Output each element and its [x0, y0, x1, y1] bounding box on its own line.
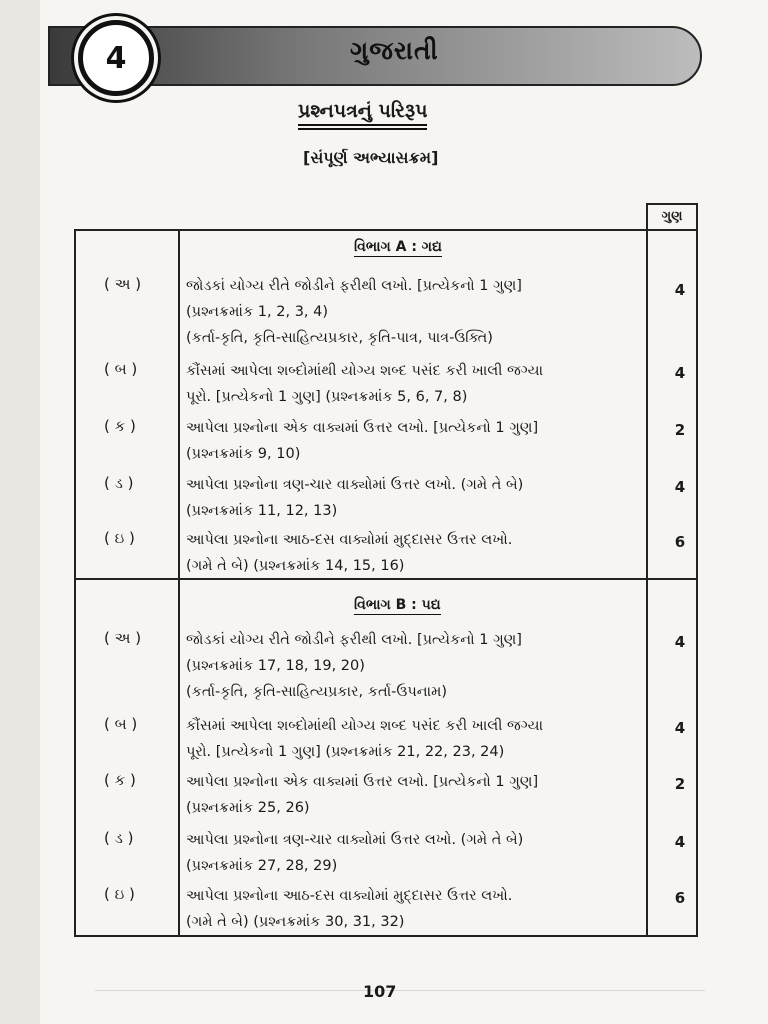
row-text-line: પૂરો. [પ્રત્યેકનો 1 ગુણ] (પ્રશ્નક્રમાંક 21, 22, 23, 24) [186, 744, 505, 760]
label-column-divider [178, 231, 180, 935]
row-text-line: (પ્રશ્નક્રમાંક 27, 28, 29) [186, 858, 338, 874]
row-marks: 4 [674, 364, 686, 382]
row-label: ( બ ) [104, 360, 138, 378]
row-label: ( ડ ) [104, 474, 134, 492]
row-text-line: (પ્રશ્નક્રમાંક 9, 10) [186, 446, 301, 462]
row-marks: 6 [674, 889, 686, 907]
marks-column-header: ગુણ [646, 203, 698, 229]
row-label: ( બ ) [104, 715, 138, 733]
page-subtitle: [સંપૂર્ણ અભ્યાસક્રમ] [303, 148, 439, 167]
row-text-line: જોડકાં યોગ્ય રીતે જોડીને ફરીથી લખો. [પ્રત્યેકનો 1 ગુણ] [186, 278, 522, 294]
page-number: 107 [363, 982, 397, 1001]
row-text-line: કૌંસમાં આપેલા શબ્દોમાંથી યોગ્ય શબ્દ પસંદ કરી ખાલી જગ્યા [186, 718, 544, 734]
section-b-heading: વિભાગ B : પદ્ય [354, 597, 441, 613]
page-title: પ્રશ્નપત્રનું પરિરૂપ [298, 100, 427, 126]
row-label: ( ક ) [104, 771, 136, 789]
section-a-heading: વિભાગ A : ગદ્ય [354, 239, 442, 255]
row-label: ( ક ) [104, 417, 136, 435]
chapter-number-badge: 4 [78, 20, 154, 96]
row-marks: 2 [674, 775, 686, 793]
row-text-line: આપેલા પ્રશ્નોના ત્રણ-ચાર વાક્યોમાં ઉત્તર લખો. (ગમે તે બે) [186, 832, 524, 848]
row-label: ( અ ) [104, 629, 142, 647]
subject-title: ગુજરાતી [350, 36, 439, 65]
row-marks: 4 [674, 633, 686, 651]
row-marks: 4 [674, 719, 686, 737]
footer-rule [95, 990, 705, 991]
row-text-line: આપેલા પ્રશ્નોના આઠ-દસ વાક્યોમાં મુદ્દાસર ઉત્તર લખો. [186, 888, 513, 904]
section-divider [76, 578, 696, 580]
row-text-line: (ગમે તે બે) (પ્રશ્નક્રમાંક 30, 31, 32) [186, 914, 405, 930]
row-text-line: (પ્રશ્નક્રમાંક 17, 18, 19, 20) [186, 658, 365, 674]
row-marks: 2 [674, 421, 686, 439]
row-text-line: (પ્રશ્નક્રમાંક 1, 2, 3, 4) [186, 304, 329, 320]
row-text-line: (ગમે તે બે) (પ્રશ્નક્રમાંક 14, 15, 16) [186, 558, 405, 574]
row-text-line: આપેલા પ્રશ્નોના એક વાક્યમાં ઉત્તર લખો. [પ્રત્યેકનો 1 ગુણ] [186, 774, 539, 790]
row-label: ( ઇ ) [104, 529, 135, 547]
row-marks: 6 [674, 533, 686, 551]
row-marks: 4 [674, 478, 686, 496]
row-marks: 4 [674, 281, 686, 299]
row-label: ( અ ) [104, 275, 142, 293]
row-text-line: આપેલા પ્રશ્નોના એક વાક્યમાં ઉત્તર લખો. [પ્રત્યેકનો 1 ગુણ] [186, 420, 539, 436]
row-text-line: (કર્તા-કૃતિ, કૃતિ-સાહિત્યપ્રકાર, કૃતિ-પાત્ર, પાત્ર-ઉક્તિ) [186, 330, 493, 346]
row-marks: 4 [674, 833, 686, 851]
row-text-line: જોડકાં યોગ્ય રીતે જોડીને ફરીથી લખો. [પ્રત્યેકનો 1 ગુણ] [186, 632, 522, 648]
row-text-line: આપેલા પ્રશ્નોના ત્રણ-ચાર વાક્યોમાં ઉત્તર લખો. (ગમે તે બે) [186, 477, 524, 493]
row-text-line: આપેલા પ્રશ્નોના આઠ-દસ વાક્યોમાં મુદ્દાસર ઉત્તર લખો. [186, 532, 513, 548]
row-text-line: પૂરો. [પ્રત્યેકનો 1 ગુણ] (પ્રશ્નક્રમાંક 5, 6, 7, 8) [186, 389, 468, 405]
row-text-line: કૌંસમાં આપેલા શબ્દોમાંથી યોગ્ય શબ્દ પસંદ કરી ખાલી જગ્યા [186, 363, 544, 379]
row-text-line: (પ્રશ્નક્રમાંક 11, 12, 13) [186, 503, 338, 519]
question-paper-table [74, 229, 698, 937]
row-text-line: (કર્તા-કૃતિ, કૃતિ-સાહિત્યપ્રકાર, કર્તા-ઉપનામ) [186, 684, 447, 700]
marks-column-divider [646, 231, 648, 935]
row-label: ( ઇ ) [104, 885, 135, 903]
row-text-line: (પ્રશ્નક્રમાંક 25, 26) [186, 800, 310, 816]
row-label: ( ડ ) [104, 829, 134, 847]
